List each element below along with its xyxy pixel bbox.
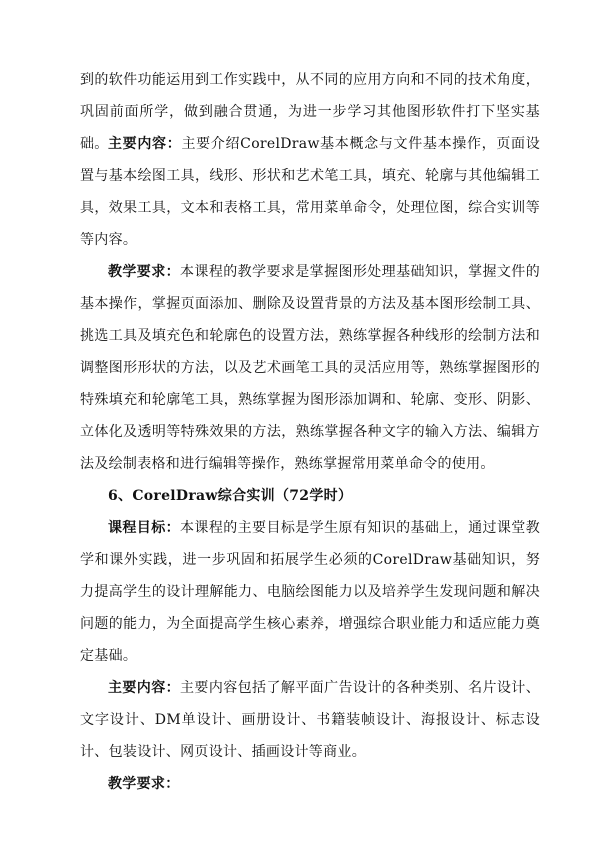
section-heading-course-6: 6、CorelDraw综合实训（72学时）: [108, 488, 353, 504]
paragraph-text: 主要内容包括了解平面广告设计的各种类别、名片设计、文字设计、DM单设计、画册设计、书籍装帧设计、海报设计、标志设计、包装设计、网页设计、插画设计等商业。: [80, 680, 541, 760]
paragraph-teaching-requirements: [80, 256, 540, 480]
paragraph-teaching-requirements-2: [80, 768, 540, 800]
paragraph-text: 本课程的教学要求是掌握图形处理基础知识，掌握文件的基本操作，掌握页面添加、删除及设置背景的方法及基本图形绘制工具、挑选工具及填充色和轮廓色的设置方法，熟练掌握各种线形的绘制方法和调整图形形状的方法，以及艺术画笔工具的灵活应用等，熟练掌握图形的特殊填充和轮廓笔工具，熟练掌握为图形添加调和、轮廓、变形、阴影、立体化及透明等特殊效果的方法，熟练掌握各种文字的输入方法、编辑方法及绘制表格和进行编辑等操作，熟练掌握常用菜单命令的使用。: [80, 264, 541, 472]
section-label: 教学要求：: [108, 776, 180, 792]
section-label: 主要内容：: [108, 136, 182, 152]
paragraph-main-content: [80, 128, 540, 256]
paragraph-text: 主要介绍CorelDraw基本概念与文件基本操作，页面设置与基本绘图工具，线形、形状和艺术笔工具，填充、轮廓与其他编辑工具，效果工具，文本和表格工具，常用菜单命令，处理位图，综合实训等等内容。: [80, 136, 541, 248]
section-label: 课程目标：: [108, 520, 181, 536]
paragraph-course-objective: [80, 512, 540, 672]
paragraph-text: 本课程的主要目标是学生原有知识的基础上，通过课堂教学和课外实践，进一步巩固和拓展学生必须的CorelDraw基础知识，努力提高学生的设计理解能力、电脑绘图能力以及培养学生发现问题和解决问题的能力，为全面提高学生核心素养，增强综合职业能力和适应能力奠定基础。: [80, 520, 541, 664]
section-label: 教学要求：: [108, 264, 181, 280]
section-label: 主要内容：: [108, 680, 181, 696]
paragraph-main-content-2: [80, 672, 540, 768]
paragraph-text: 到的软件功能运用到工作实践中，从不同的应用方向和不同的技术角度，巩固前面所学，做到融合贯通，为进一步学习其他图形软件打下坚实基础。: [80, 72, 540, 152]
